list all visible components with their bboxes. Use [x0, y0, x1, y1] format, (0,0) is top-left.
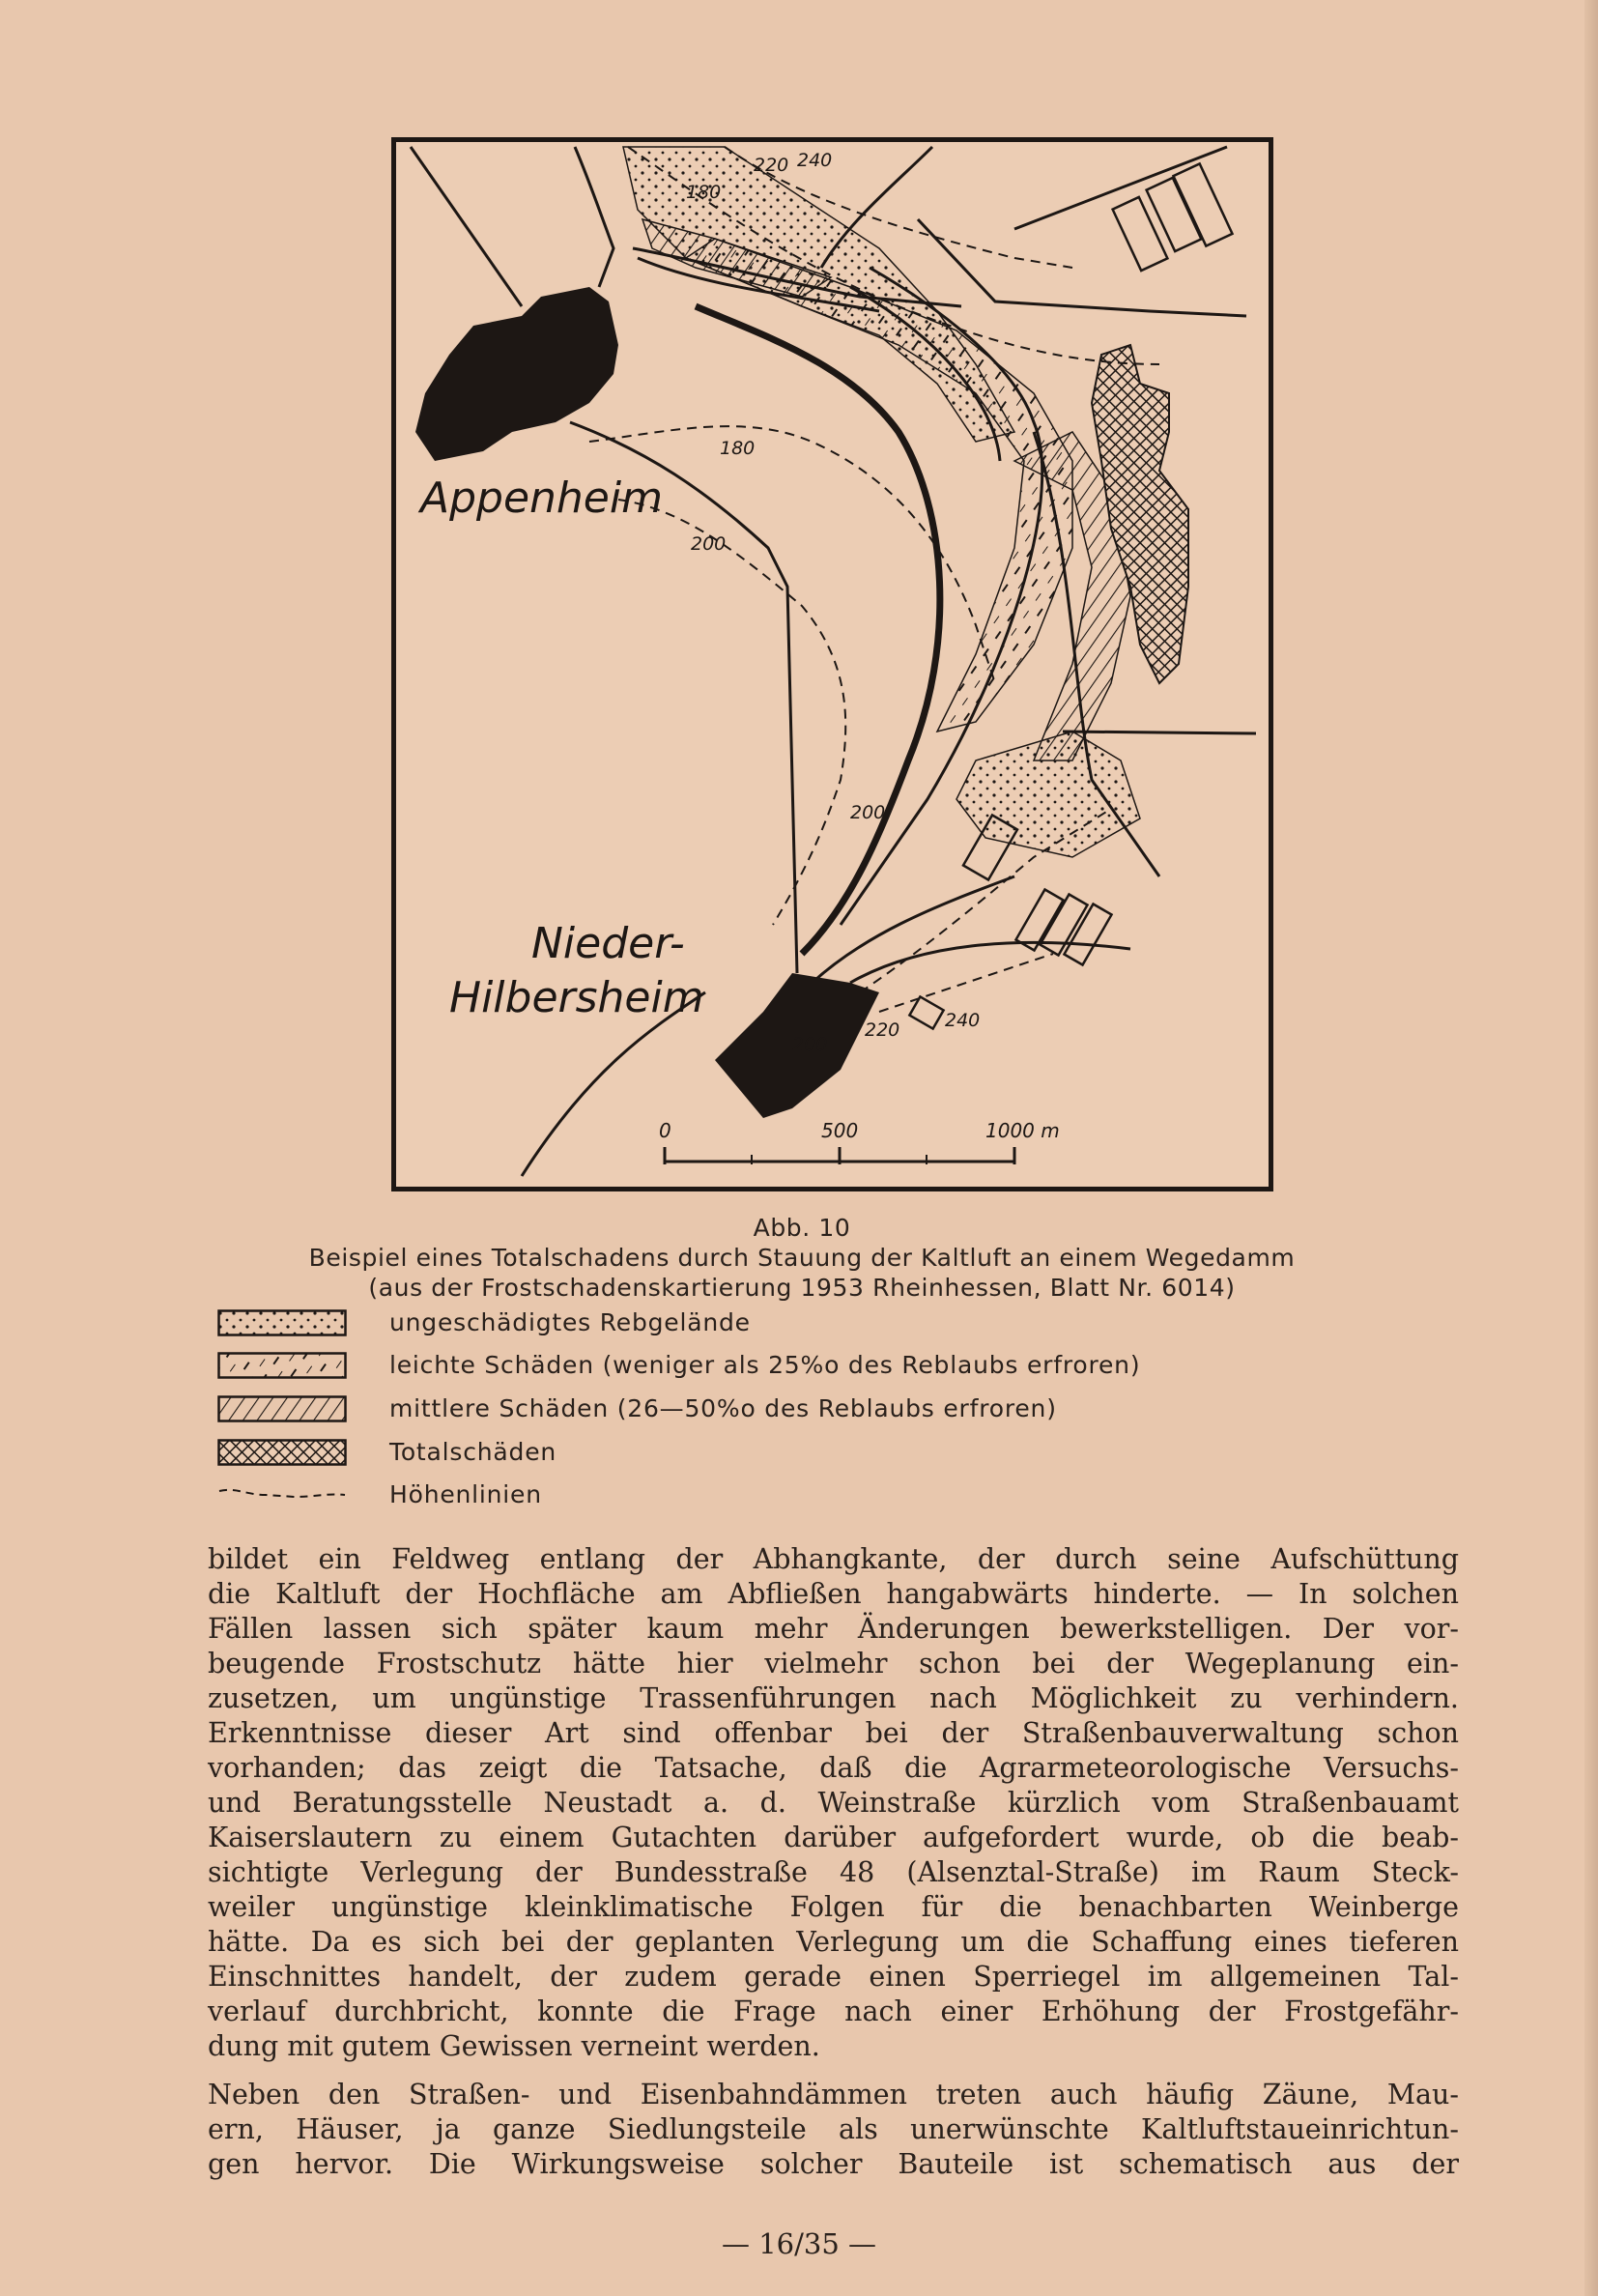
text-line: ern, Häuser, ja ganze Siedlungsteile als unerwünschte Kaltluftstaueinrichtun- — [208, 2113, 1459, 2145]
contour-label-240-bottom: 240 — [945, 1010, 981, 1031]
legend-label: leichte Schäden (weniger als 25%o des Reblaubs erfroren) — [389, 1351, 1141, 1379]
map-figure — [391, 137, 1273, 1191]
contour-label-200-right: 200 — [850, 802, 886, 823]
text-line: hätte. Da es sich bei der geplanten Verlegung um die Schaffung eines tieferen — [208, 1926, 1459, 1958]
text-line: vorhanden; das zeigt die Tatsache, daß die Agrarmeteorologische Versuchs- — [208, 1752, 1459, 1784]
contour-label-200-mid: 200 — [691, 533, 727, 555]
contour-label-220-bottom: 220 — [865, 1019, 900, 1041]
place-nieder: Nieder- — [531, 919, 685, 968]
text-line: Erkenntnisse dieser Art sind offenbar bei der Straßenbauverwaltung schon — [208, 1717, 1459, 1749]
figure-number: Abb. 10 — [753, 1214, 851, 1242]
legend-swatch-dots — [217, 1309, 347, 1336]
contour-label-220-top: 220 — [754, 155, 789, 176]
legend-swatch-light-hatch — [217, 1352, 347, 1379]
text-line: Fällen lassen sich später kaum mehr Änderungen bewerkstelligen. Der vor- — [208, 1613, 1459, 1645]
text-line: Einschnittes handelt, der zudem gerade einen Sperriegel im allgemeinen Tal- — [208, 1961, 1459, 1993]
text-line: die Kaltluft der Hochfläche am Abfließen hangabwärts hinderte. — In solchen — [208, 1578, 1459, 1610]
text-line: bildet ein Feldweg entlang der Abhangkante, der durch seine Aufschüttung — [208, 1543, 1459, 1575]
scale-label-500: 500 — [821, 1119, 859, 1142]
legend-label: Totalschäden — [389, 1438, 557, 1466]
text-line: beugende Frostschutz hätte hier vielmehr schon bei der Wegeplanung ein- — [208, 1648, 1459, 1679]
slope-edge — [696, 306, 940, 954]
legend-label: Höhenlinien — [389, 1480, 542, 1508]
contour-label-180-mid: 180 — [720, 438, 756, 459]
zone-undamaged-south — [956, 732, 1140, 857]
place-hilbersheim: Hilbersheim — [449, 973, 704, 1022]
paragraph-2 — [208, 2078, 1459, 2182]
contour-label-240-top: 240 — [797, 150, 833, 171]
appenheim-village — [415, 287, 618, 461]
legend-item-total-damage — [217, 1437, 1280, 1468]
text-line: sichtigte Verlegung der Bundesstraße 48 (Alsenztal-Straße) im Raum Steck- — [208, 1856, 1459, 1888]
contour-label-200-bottom: 200 — [792, 1034, 828, 1055]
figure-caption — [193, 1213, 1411, 1303]
place-appenheim: Appenheim — [420, 474, 663, 523]
legend-item-undamaged — [217, 1307, 1280, 1338]
text-line: dung mit gutem Gewissen verneint werden. — [208, 2030, 820, 2062]
zone-light-damage — [686, 239, 1072, 732]
page-edge — [1584, 0, 1598, 2296]
scale-bar — [659, 1119, 1060, 1164]
legend-item-light-damage — [217, 1350, 1280, 1381]
caption-line-1: Beispiel eines Totalschadens durch Stauung der Kaltluft an einem Wegedamm — [308, 1244, 1296, 1272]
text-line: zusetzen, um ungünstige Trassenführungen nach Möglichkeit zu verhindern. — [208, 1682, 1459, 1714]
body-text — [208, 1542, 1459, 2182]
caption-line-2: (aus der Frostschadenskartierung 1953 Rheinhessen, Blatt Nr. 6014) — [368, 1274, 1236, 1302]
scale-label-1000m: 1000 m — [985, 1119, 1060, 1142]
legend-item-contour — [217, 1479, 1280, 1510]
text-line: gen hervor. Die Wirkungsweise solcher Bauteile ist schematisch aus der — [208, 2148, 1459, 2180]
legend-item-medium-damage — [217, 1393, 1280, 1424]
text-line: weiler ungünstige kleinklimatische Folgen für die benachbarten Weinberge — [208, 1891, 1459, 1923]
text-line: und Beratungsstelle Neustadt a. d. Weinstraße kürzlich vom Straßenbauamt — [208, 1787, 1459, 1819]
page-number: — 16/35 — — [721, 2227, 876, 2260]
paragraph-1 — [208, 1542, 1459, 2064]
text-line: Kaiserslautern zu einem Gutachten darüber aufgefordert wurde, ob die beab- — [208, 1822, 1459, 1853]
scale-label-0: 0 — [659, 1119, 671, 1142]
text-line: Neben den Straßen- und Eisenbahndämmen treten auch häufig Zäune, Mau- — [208, 2079, 1459, 2110]
legend-swatch-hatch — [217, 1395, 347, 1422]
frost-damage-map — [396, 142, 1269, 1187]
legend-swatch-contour — [217, 1481, 347, 1508]
text-line: verlauf durchbricht, konnte die Frage nach einer Erhöhung der Frostgefähr- — [208, 1995, 1459, 2027]
legend-swatch-crosshatch — [217, 1439, 347, 1466]
legend-label: ungeschädigtes Rebgelände — [389, 1308, 751, 1336]
contour-label-180-top: 180 — [686, 182, 722, 203]
legend-label: mittlere Schäden (26—50%o des Reblaubs erfroren) — [389, 1394, 1057, 1422]
